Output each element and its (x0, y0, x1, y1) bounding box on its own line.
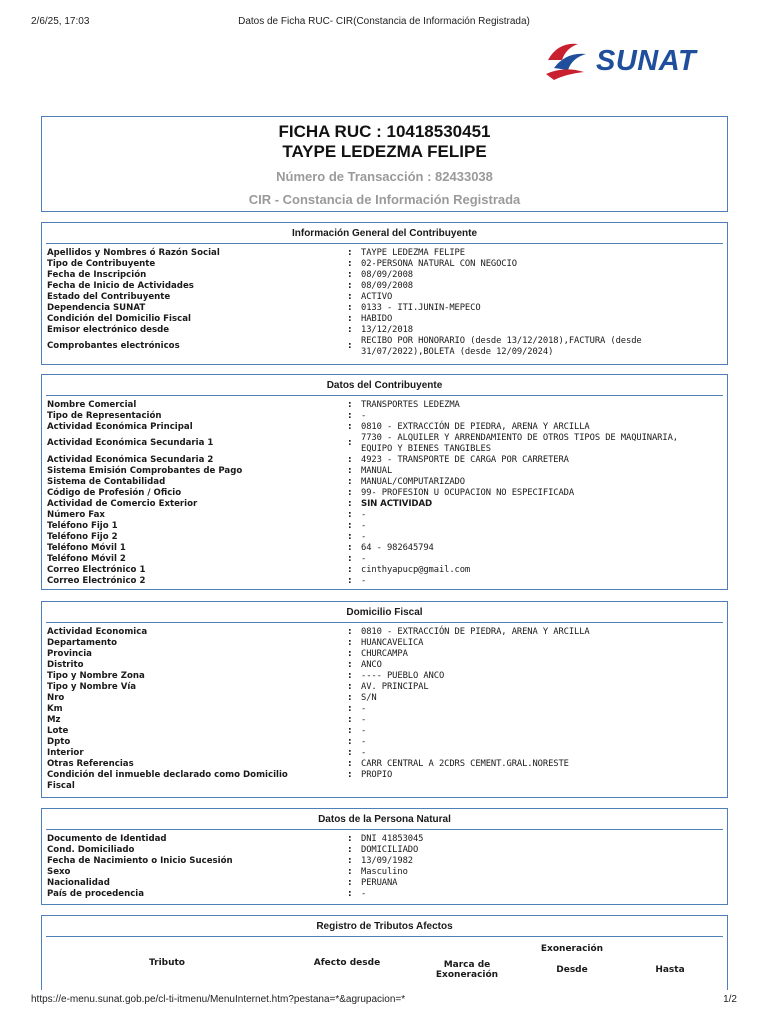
field-value: DNI 41853045 (361, 834, 424, 844)
field-row (47, 834, 722, 845)
field-separator: : (348, 554, 352, 564)
section-tributos-afectos (41, 915, 728, 990)
print-title: Datos de Ficha RUC- CIR(Constancia de Información Registrada) (238, 16, 530, 27)
section-datos-contribuyente (41, 374, 728, 590)
field-separator: : (348, 638, 352, 648)
field-label: Sistema de Contabilidad (47, 477, 166, 487)
col-header-exoneracion: Exoneración (540, 944, 604, 954)
field-value: - (361, 704, 367, 714)
field-row (47, 303, 722, 314)
field-value: MANUAL (361, 466, 393, 476)
field-row (47, 682, 722, 693)
field-value: 4923 - TRANSPORTE DE CARGA POR CARRETERA (361, 455, 569, 465)
field-label: País de procedencia (47, 889, 145, 899)
field-row (47, 576, 722, 587)
field-separator: : (348, 834, 352, 844)
field-value: - (361, 576, 367, 586)
marca-exoneracion-line2: Exoneración (435, 970, 499, 980)
field-row (47, 281, 722, 292)
field-separator: : (348, 889, 352, 899)
field-separator: : (348, 438, 352, 448)
field-separator: : (348, 341, 352, 351)
field-value: - (361, 748, 367, 758)
ficha-title-box (41, 116, 728, 212)
field-separator: : (348, 649, 352, 659)
field-value: - (361, 889, 367, 899)
field-value: 7730 - ALQUILER Y ARRENDAMIENTO DE OTROS TIPOS DE MAQUINARIA, (361, 433, 678, 443)
col-header-hasta: Hasta (655, 965, 685, 975)
field-separator: : (348, 704, 352, 714)
field-value: 02-PERSONA NATURAL CON NEGOCIO (361, 259, 517, 269)
field-value: 13/09/1982 (361, 856, 413, 866)
field-label: Estado del Contribuyente (47, 292, 171, 302)
section-title: Datos de la Persona Natural (318, 814, 451, 825)
section-divider (46, 395, 723, 396)
field-label: Documento de Identidad (47, 834, 167, 844)
section-informacion-general (41, 222, 728, 365)
field-label: Actividad Económica Secundaria 2 (47, 455, 214, 465)
section-title: Registro de Tributos Afectos (316, 921, 453, 932)
col-header-afecto-desde: Afecto desde (313, 958, 381, 968)
field-separator: : (348, 737, 352, 747)
field-label: Comprobantes electrónicos (47, 341, 180, 351)
field-row (47, 499, 722, 510)
field-label: Correo Electrónico 1 (47, 565, 146, 575)
field-separator: : (348, 455, 352, 465)
field-separator: : (348, 521, 352, 531)
field-label: Dpto (47, 737, 71, 747)
field-label-line2: Fiscal (47, 781, 75, 791)
field-row (47, 336, 722, 358)
col-header-marca-exoneracion (412, 960, 522, 980)
field-row (47, 715, 722, 726)
field-label: Km (47, 704, 63, 714)
field-value: HABIDO (361, 314, 393, 324)
field-separator: : (348, 532, 352, 542)
section-divider (46, 936, 723, 937)
rows-domicilio-fiscal (47, 627, 722, 792)
field-label: Condición del Domicilio Fiscal (47, 314, 191, 324)
field-label: Actividad Económica Principal (47, 422, 193, 432)
field-value: 0133 - ITI.JUNIN-MEPECO (361, 303, 481, 313)
field-value: 0810 - EXTRACCIÓN DE PIEDRA, ARENA Y ARCILLA (361, 627, 590, 637)
section-domicilio-fiscal (41, 601, 728, 798)
field-separator: : (348, 693, 352, 703)
field-separator: : (348, 576, 352, 586)
field-row (47, 248, 722, 259)
field-separator: : (348, 867, 352, 877)
field-separator: : (348, 292, 352, 302)
field-row (47, 693, 722, 704)
field-row (47, 649, 722, 660)
field-label: Teléfono Móvil 1 (47, 543, 126, 553)
field-row (47, 554, 722, 565)
field-label: Dependencia SUNAT (47, 303, 146, 313)
field-separator: : (348, 845, 352, 855)
field-value: Masculino (361, 867, 408, 877)
field-label: Departamento (47, 638, 117, 648)
field-label: Sexo (47, 867, 71, 877)
field-row (47, 433, 722, 455)
print-page-number: 1/2 (723, 994, 737, 1005)
sunat-logo-text: SUNAT (596, 45, 697, 77)
field-value: - (361, 411, 367, 421)
field-separator: : (348, 856, 352, 866)
field-value: MANUAL/COMPUTARIZADO (361, 477, 465, 487)
field-label: Sistema Emisión Comprobantes de Pago (47, 466, 243, 476)
field-value: 64 - 982645794 (361, 543, 434, 553)
field-label: Fecha de Nacimiento o Inicio Sucesión (47, 856, 233, 866)
field-value: S/N (361, 693, 377, 703)
field-label: Condición del inmueble declarado como Domicilio (47, 770, 288, 780)
field-separator: : (348, 878, 352, 888)
field-label: Número Fax (47, 510, 105, 520)
field-label: Tipo de Contribuyente (47, 259, 156, 269)
field-row (47, 565, 722, 576)
field-separator: : (348, 466, 352, 476)
field-value: - (361, 532, 367, 542)
marca-exoneracion-line1: Marca de (443, 960, 491, 970)
field-row (47, 422, 722, 433)
field-value: - (361, 715, 367, 725)
print-date: 2/6/25, 17:03 (31, 16, 90, 27)
field-label: Emisor electrónico desde (47, 325, 170, 335)
field-label: Distrito (47, 660, 84, 670)
field-label: Actividad Económica Secundaria 1 (47, 438, 214, 448)
field-row (47, 638, 722, 649)
field-row (47, 737, 722, 748)
field-label: Actividad de Comercio Exterior (47, 499, 198, 509)
field-separator: : (348, 715, 352, 725)
col-header-tributo: Tributo (148, 958, 185, 968)
field-row (47, 856, 722, 867)
field-row (47, 510, 722, 521)
field-separator: : (348, 422, 352, 432)
field-row (47, 845, 722, 856)
field-row (47, 704, 722, 715)
field-separator: : (348, 281, 352, 291)
field-separator: : (348, 400, 352, 410)
field-label: Fecha de Inicio de Actividades (47, 281, 194, 291)
field-value: PERUANA (361, 878, 398, 888)
field-row (47, 759, 722, 770)
contribuyente-name: TAYPE LEDEZMA FELIPE (282, 142, 487, 161)
field-value: TAYPE LEDEZMA FELIPE (361, 248, 465, 258)
field-label: Otras Referencias (47, 759, 134, 769)
field-value: RECIBO POR HONORARIO (desde 13/12/2018),FACTURA (desde (361, 336, 642, 346)
field-row (47, 270, 722, 281)
field-row (47, 477, 722, 488)
field-value: 13/12/2018 (361, 325, 413, 335)
field-value: 99- PROFESION U OCUPACION NO ESPECIFICADA (361, 488, 575, 498)
field-separator: : (348, 248, 352, 258)
field-separator: : (348, 259, 352, 269)
field-separator: : (348, 303, 352, 313)
field-value: cinthyapucp@gmail.com (361, 565, 471, 575)
field-separator: : (348, 543, 352, 553)
field-row (47, 532, 722, 543)
field-label: Nacionalidad (47, 878, 110, 888)
section-divider (46, 622, 723, 623)
field-label: Mz (47, 715, 61, 725)
print-header (31, 16, 737, 30)
field-row (47, 889, 722, 900)
field-separator: : (348, 411, 352, 421)
field-row (47, 455, 722, 466)
field-value-line2: 31/07/2022),BOLETA (desde 12/09/2024) (361, 347, 554, 357)
field-label: Teléfono Fijo 2 (47, 532, 118, 542)
field-value: 08/09/2008 (361, 270, 413, 280)
field-value: - (361, 510, 367, 520)
rows-datos-contribuyente (47, 400, 722, 587)
field-value: CHURCAMPA (361, 649, 408, 659)
field-label: Provincia (47, 649, 92, 659)
field-row (47, 259, 722, 270)
field-separator: : (348, 314, 352, 324)
field-value: - (361, 737, 367, 747)
field-label: Nro (47, 693, 65, 703)
field-value: ACTIVO (361, 292, 393, 302)
field-label: Lote (47, 726, 69, 736)
print-url: https://e-menu.sunat.gob.pe/cl-ti-itmenu/MenuInternet.htm?pestana=*&agrupacion=* (31, 994, 406, 1005)
section-divider (46, 243, 723, 244)
field-value: PROPIO (361, 770, 393, 780)
field-value: 08/09/2008 (361, 281, 413, 291)
section-persona-natural (41, 808, 728, 905)
numero-transaccion: Número de Transacción : 82433038 (276, 169, 493, 184)
field-row (47, 671, 722, 682)
field-row (47, 521, 722, 532)
field-value: ---- PUEBLO ANCO (361, 671, 445, 681)
field-separator: : (348, 671, 352, 681)
field-row (47, 770, 722, 792)
field-row (47, 466, 722, 477)
field-separator: : (348, 759, 352, 769)
field-separator: : (348, 627, 352, 637)
field-row (47, 867, 722, 878)
sunat-logo (544, 38, 728, 86)
field-separator: : (348, 499, 352, 509)
field-row (47, 660, 722, 671)
field-label: Fecha de Inscripción (47, 270, 147, 280)
field-label: Tipo y Nombre Vía (47, 682, 137, 692)
field-label: Actividad Economica (47, 627, 148, 637)
field-value: TRANSPORTES LEDEZMA (361, 400, 460, 410)
field-row (47, 543, 722, 554)
field-value: HUANCAVELICA (361, 638, 424, 648)
field-separator: : (348, 748, 352, 758)
field-row (47, 627, 722, 638)
section-divider (46, 829, 723, 830)
field-label: Cond. Domiciliado (47, 845, 135, 855)
field-label: Interior (47, 748, 84, 758)
field-row (47, 314, 722, 325)
section-title: Datos del Contribuyente (326, 380, 443, 391)
rows-informacion-general (47, 248, 722, 358)
field-label: Tipo de Representación (47, 411, 162, 421)
field-label: Tipo y Nombre Zona (47, 671, 145, 681)
field-separator: : (348, 325, 352, 335)
field-label: Código de Profesión / Oficio (47, 488, 182, 498)
cir-title: CIR - Constancia de Información Registrada (248, 192, 521, 207)
sunat-logo-icon (544, 38, 590, 82)
field-separator: : (348, 682, 352, 692)
print-footer (31, 994, 737, 1008)
field-separator: : (348, 270, 352, 280)
field-row (47, 411, 722, 422)
field-separator: : (348, 477, 352, 487)
field-row (47, 292, 722, 303)
field-separator: : (348, 510, 352, 520)
section-title: Información General del Contribuyente (291, 228, 478, 239)
field-label: Correo Electrónico 2 (47, 576, 146, 586)
field-row (47, 400, 722, 411)
field-separator: : (348, 770, 352, 780)
field-row (47, 325, 722, 336)
section-title: Domicilio Fiscal (346, 607, 423, 618)
field-value: DOMICILIADO (361, 845, 419, 855)
field-value: - (361, 521, 367, 531)
rows-persona-natural (47, 834, 722, 900)
col-header-desde: Desde (556, 965, 588, 975)
field-value: - (361, 554, 367, 564)
field-row (47, 488, 722, 499)
field-row (47, 748, 722, 759)
field-separator: : (348, 488, 352, 498)
field-value: SIN ACTIVIDAD (361, 499, 433, 509)
field-value-line2: EQUIPO Y BIENES TANGIBLES (361, 444, 491, 454)
field-label: Nombre Comercial (47, 400, 137, 410)
field-label: Teléfono Fijo 1 (47, 521, 118, 531)
field-value: - (361, 726, 367, 736)
field-value: AV. PRINCIPAL (361, 682, 429, 692)
field-row (47, 878, 722, 889)
field-row (47, 726, 722, 737)
field-value: ANCO (361, 660, 382, 670)
field-separator: : (348, 565, 352, 575)
field-label: Apellidos y Nombres ó Razón Social (47, 248, 220, 258)
field-value: CARR CENTRAL A 2CDRS CEMENT.GRAL.NORESTE (361, 759, 569, 769)
field-separator: : (348, 660, 352, 670)
ficha-ruc-number: FICHA RUC : 10418530451 (278, 122, 491, 141)
field-separator: : (348, 726, 352, 736)
field-label: Teléfono Móvil 2 (47, 554, 126, 564)
field-value: 0810 - EXTRACCIÓN DE PIEDRA, ARENA Y ARCILLA (361, 422, 590, 432)
